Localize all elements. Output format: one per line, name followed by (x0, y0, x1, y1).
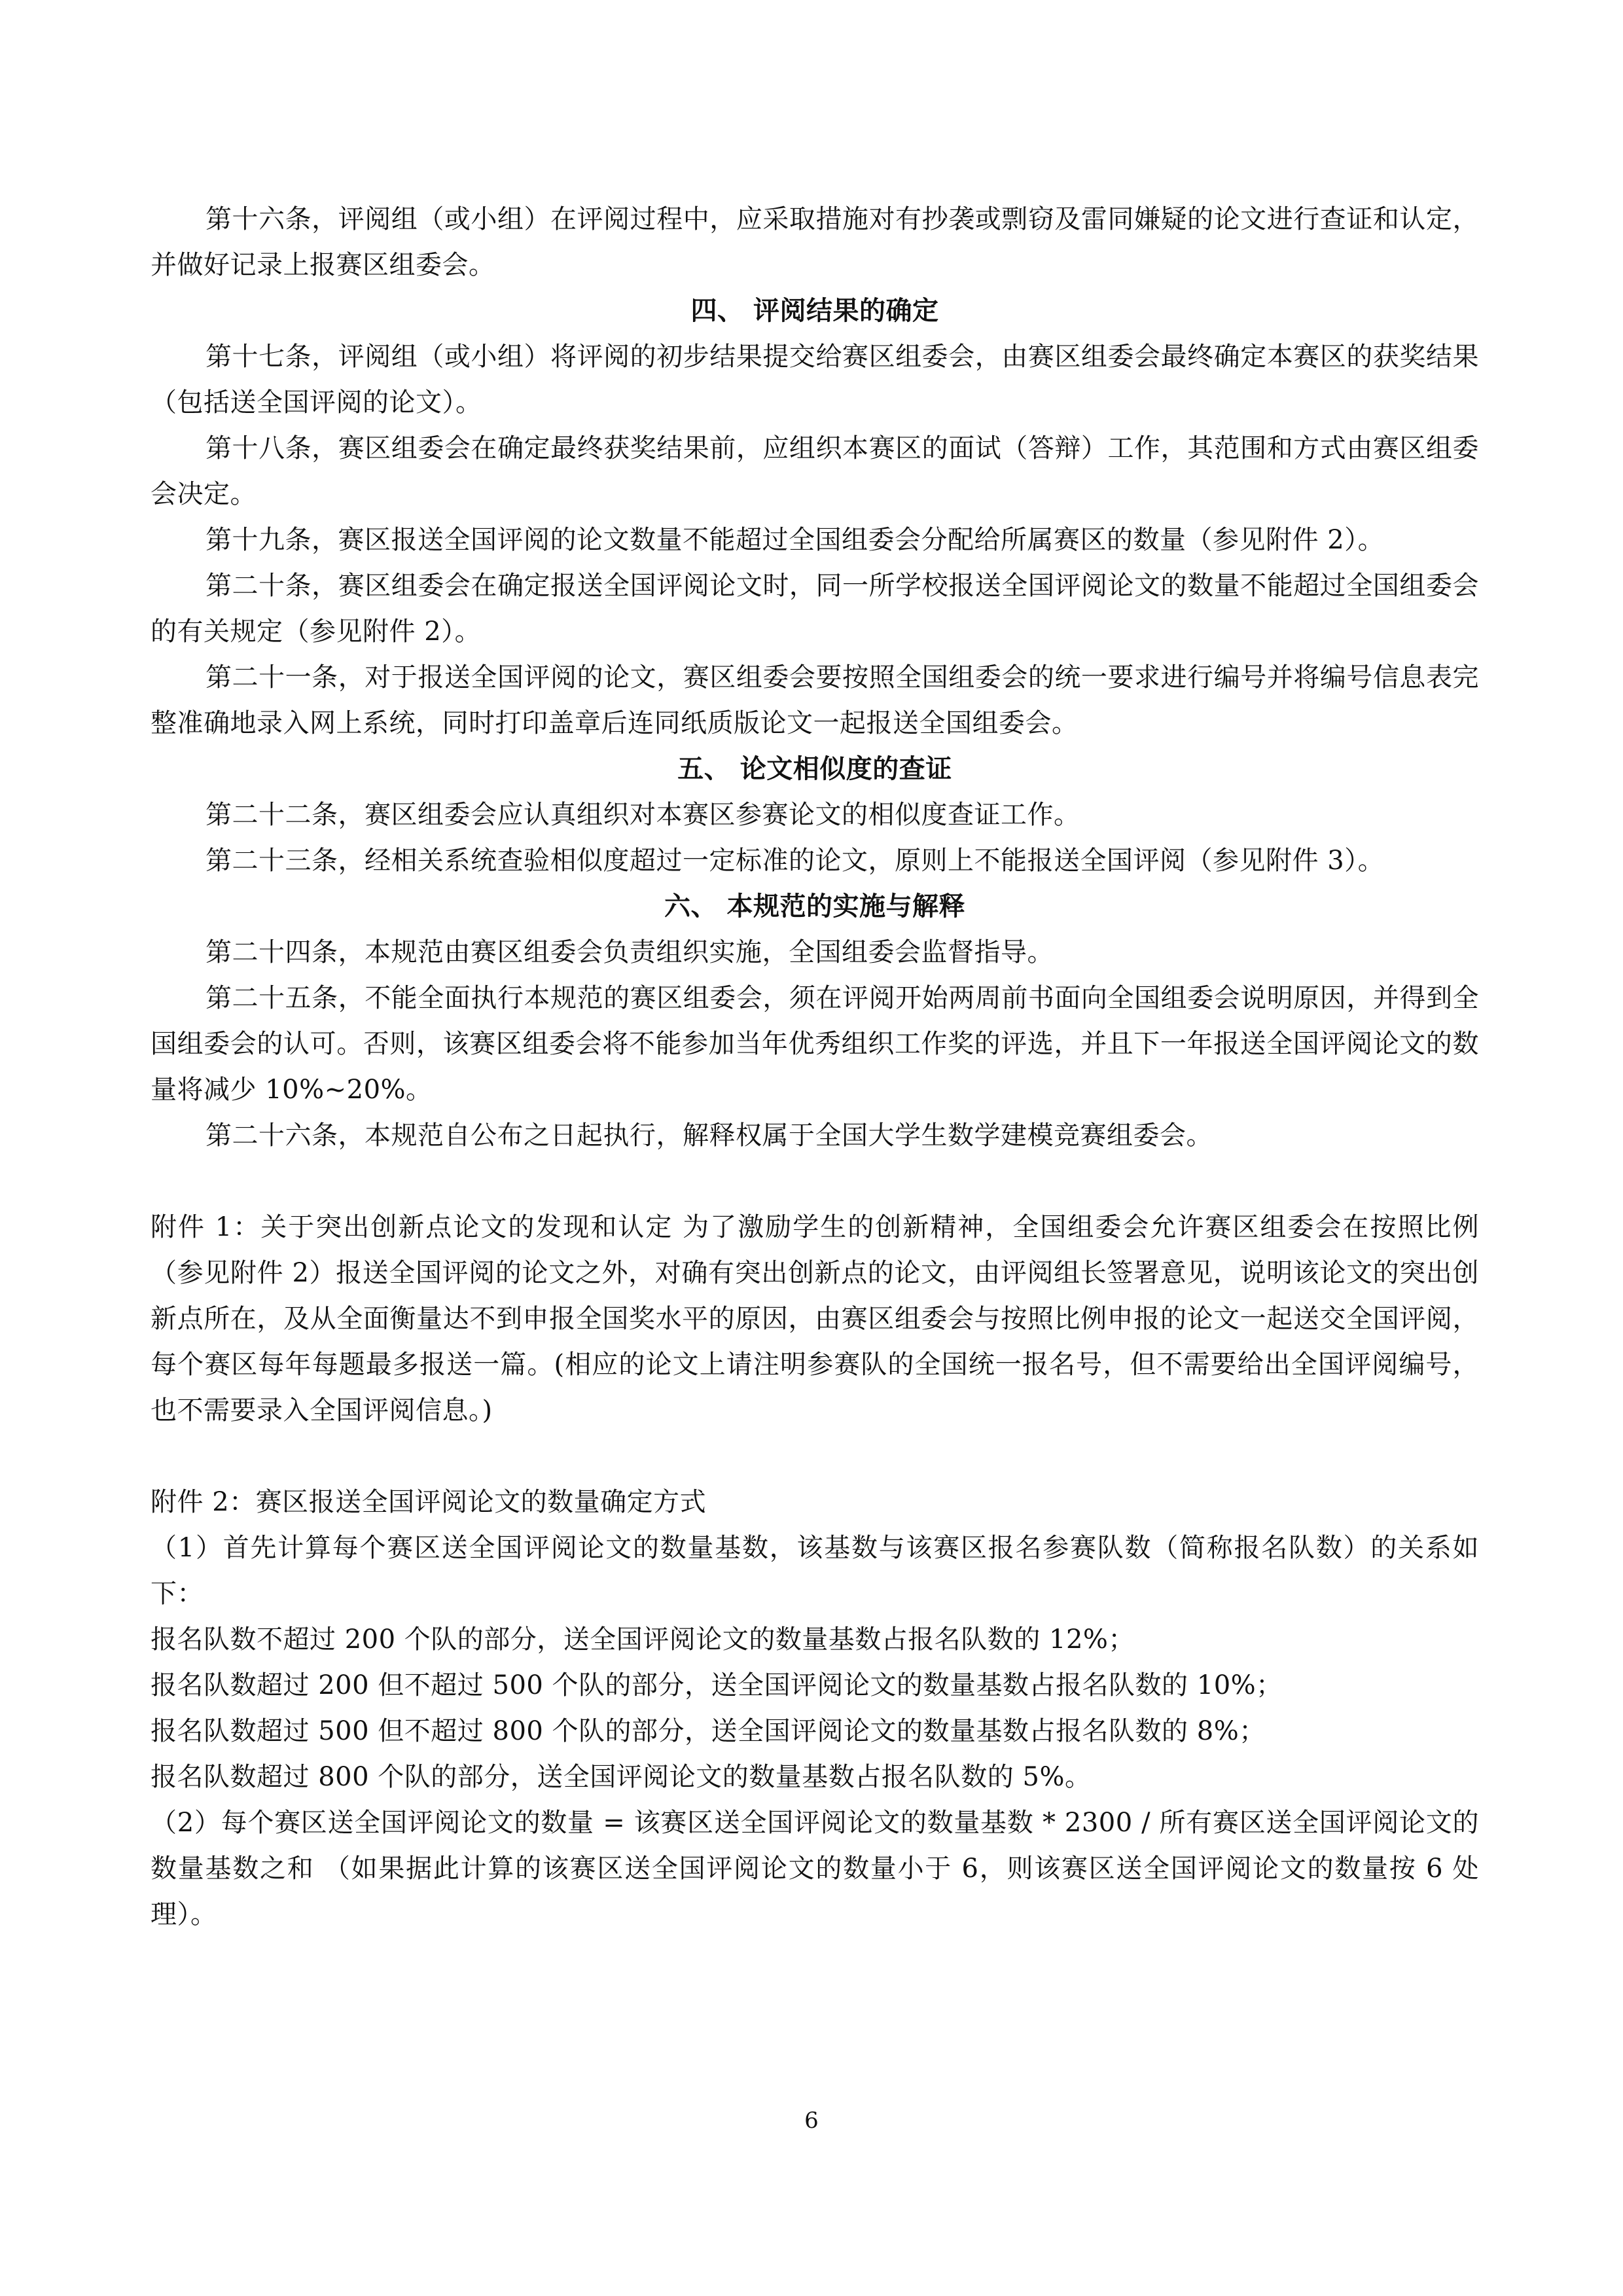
quota-rule: 报名队数超过 800 个队的部分，送全国评阅论文的数量基数占报名队数的 5%。 (151, 1762, 1092, 1792)
article-22: 第二十二条，赛区组委会应认真组织对本赛区参赛论文的相似度查证工作。 (205, 800, 1080, 830)
quota-rule: 报名队数超过 200 但不超过 500 个队的部分，送全国评阅论文的数量基数占报名队数的 10%； (151, 1670, 1283, 1700)
section-6-heading: 六、 本规范的实施与解释 (664, 891, 965, 922)
attachment-2-item-1: （1）首先计算每个赛区送全国评阅论文的数量基数，该基数与该赛区报名参赛队数（简称报名队数）的关系如下： (151, 1533, 1479, 1609)
article-23: 第二十三条，经相关系统查验相似度超过一定标准的论文，原则上不能报送全国评阅（参见附件 3）。 (205, 846, 1385, 876)
quota-rule: 报名队数不超过 200 个队的部分，送全国评阅论文的数量基数占报名队数的 12%； (151, 1624, 1135, 1655)
section-4-heading: 四、 评阅结果的确定 (690, 296, 939, 326)
section-5-heading: 五、 论文相似度的查证 (677, 754, 952, 784)
article-19: 第十九条，赛区报送全国评阅的论文数量不能超过全国组委会分配给所属赛区的数量（参见附件 2）。 (205, 525, 1385, 555)
article-26: 第二十六条，本规范自公布之日起执行，解释权属于全国大学生数学建模竞赛组委会。 (205, 1121, 1213, 1151)
article-20: 第二十条，赛区组委会在确定报送全国评阅论文时，同一所学校报送全国评阅论文的数量不能超过全国组委会的有关规定（参见附件 2）。 (151, 571, 1479, 647)
article-16: 第十六条，评阅组（或小组）在评阅过程中，应采取措施对有抄袭或剽窃及雷同嫌疑的论文进行查证和认定，并做好记录上报赛区组委会。 (151, 204, 1479, 280)
article-25: 第二十五条，不能全面执行本规范的赛区组委会，须在评阅开始两周前书面向全国组委会说明原因，并得到全国组委会的认可。否则，该赛区组委会将不能参加当年优秀组织工作奖的评选，并且下一年报送全国评阅论文的数量将减少 10%~20%。 (151, 983, 1479, 1105)
article-24: 第二十四条，本规范由赛区组委会负责组织实施，全国组委会监督指导。 (205, 937, 1054, 967)
article-17: 第十七条，评阅组（或小组）将评阅的初步结果提交给赛区组委会，由赛区组委会最终确定本赛区的获奖结果（包括送全国评阅的论文）。 (151, 342, 1479, 418)
attachment-1: 附件 1：关于突出创新点论文的发现和认定 为了激励学生的创新精神，全国组委会允许赛区组委会在按照比例（参见附件 2）报送全国评阅的论文之外，对确有突出创新点的论文，由评阅组长签署意见，说明该论文的突出创新点所在，及从全面衡量达不到申报全国奖水平的原因，由赛区组委会与按照比例申报的论文一起送交全国评阅，每个赛区每年每题最多报送一篇。(相应的论文上请注明参赛队的全国统一报名号，但不需要给出全国评阅编号，也不需要录入全国评阅信息。) (151, 1212, 1479, 1426)
article-18: 第十八条，赛区组委会在确定最终获奖结果前，应组织本赛区的面试（答辩）工作，其范围和方式由赛区组委会决定。 (151, 433, 1479, 509)
attachment-2-title: 附件 2：赛区报送全国评阅论文的数量确定方式 (151, 1487, 707, 1517)
document-body (151, 196, 1479, 1937)
quota-rule: 报名队数超过 500 但不超过 800 个队的部分，送全国评阅论文的数量基数占报名队数的 8%； (151, 1716, 1266, 1746)
spacer (151, 1433, 1479, 1479)
spacer (151, 1158, 1479, 1204)
article-21: 第二十一条，对于报送全国评阅的论文，赛区组委会要按照全国组委会的统一要求进行编号并将编号信息表完整准确地录入网上系统，同时打印盖章后连同纸质版论文一起报送全国组委会。 (151, 662, 1479, 738)
page-number: 6 (804, 2108, 819, 2134)
attachment-2-item-2: （2）每个赛区送全国评阅论文的数量 = 该赛区送全国评阅论文的数量基数 * 2300 / 所有赛区送全国评阅论文的数量基数之和 （如果据此计算的该赛区送全国评阅论文的数量小于 6，则该赛区送全国评阅论文的数量按 6 处理）。 (151, 1808, 1479, 1929)
